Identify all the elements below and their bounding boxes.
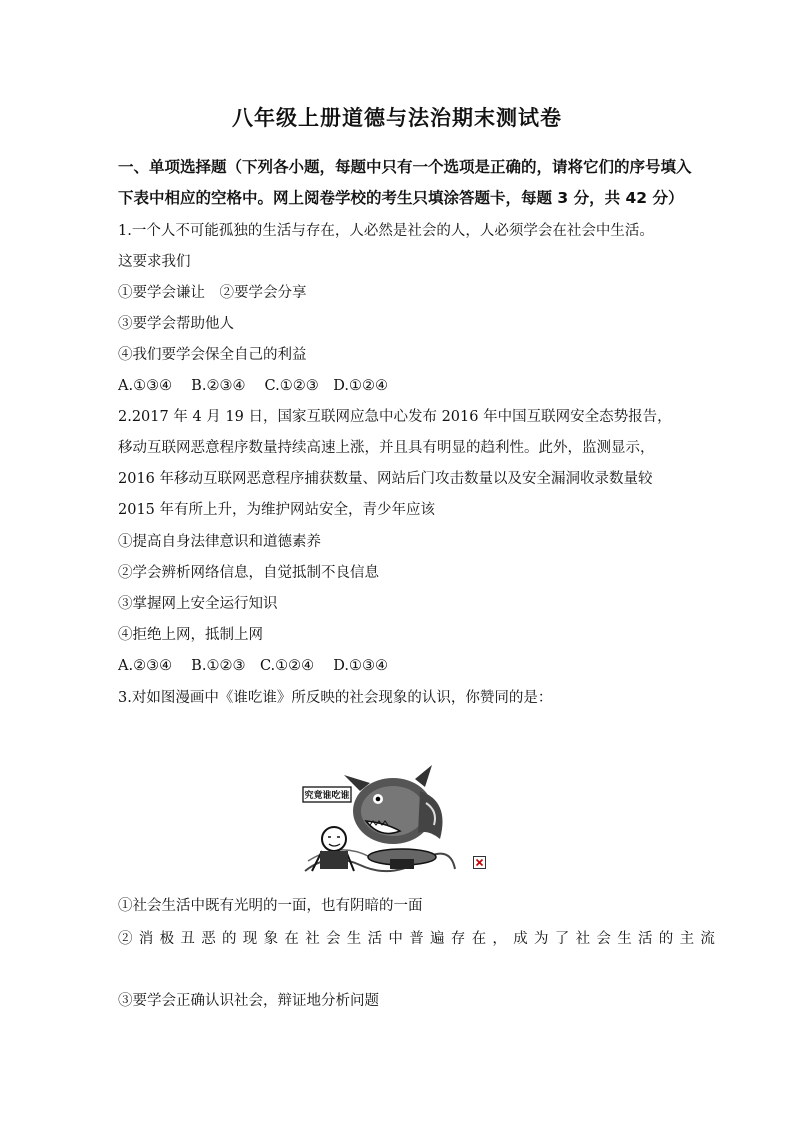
q2-stem-line-2: 移动互联网恶意程序数量持续高速上涨，并且具有明显的趋利性。此外，监测显示， xyxy=(118,440,655,456)
q1-option-2: ③要学会帮助他人 xyxy=(118,316,234,332)
q1-stem-line-1: 1.一个人不可能孤独的生活与存在，人必然是社会的人，人必须学会在社会中生活。 xyxy=(118,223,654,239)
q1-stem-line-2: 这要求我们 xyxy=(118,254,191,270)
q2-option-2: ②学会辨析网络信息，自觉抵制不良信息 xyxy=(118,565,379,581)
q3-stem: 3.对如图漫画中《谁吃谁》所反映的社会现象的认识，你赞同的是： xyxy=(118,690,553,706)
q1-option-3: ④我们要学会保全自己的利益 xyxy=(118,347,307,363)
q1-option-1: ①要学会谦让 ②要学会分享 xyxy=(118,285,307,301)
q2-choices: A.②③④ B.①②③ C.①②④ D.①③④ xyxy=(118,658,388,674)
broken-image-icon xyxy=(473,856,486,869)
cartoon-image xyxy=(300,761,457,876)
document-title: 八年级上册道德与法治期末测试卷 xyxy=(232,106,562,130)
q3-option-2: ②消极丑恶的现象在社会生活中普遍存在，成为了社会生活的主流 xyxy=(118,931,722,947)
q3-option-1: ①社会生活中既有光明的一面，也有阴暗的一面 xyxy=(118,898,423,914)
q2-option-4: ④拒绝上网，抵制上网 xyxy=(118,627,263,643)
section-heading-line-2: 下表中相应的空格中。网上阅卷学校的考生只填涂答题卡，每题 3 分，共 42 分） xyxy=(118,189,684,207)
q2-option-3: ③掌握网上安全运行知识 xyxy=(118,596,278,612)
cartoon-caption: 究竟谁吃谁 xyxy=(304,791,350,801)
q2-stem-line-3: 2016 年移动互联网恶意程序捕获数量、网站后门攻击数量以及安全漏洞收录数量较 xyxy=(118,471,653,487)
q2-option-1: ①提高自身法律意识和道德素养 xyxy=(118,534,321,550)
q2-stem-line-4: 2015 年有所上升，为维护网站安全，青少年应该 xyxy=(118,502,436,518)
q1-choices: A.①③④ B.②③④ C.①②③ D.①②④ xyxy=(118,378,388,394)
section-heading-line-1: 一、单项选择题（下列各小题，每题中只有一个选项是正确的，请将它们的序号填入 xyxy=(118,158,692,176)
q2-stem-line-1: 2.2017 年 4 月 19 日，国家互联网应急中心发布 2016 年中国互联网安全态势报告， xyxy=(118,409,672,425)
q3-option-3: ③要学会正确认识社会，辩证地分析问题 xyxy=(118,993,379,1009)
